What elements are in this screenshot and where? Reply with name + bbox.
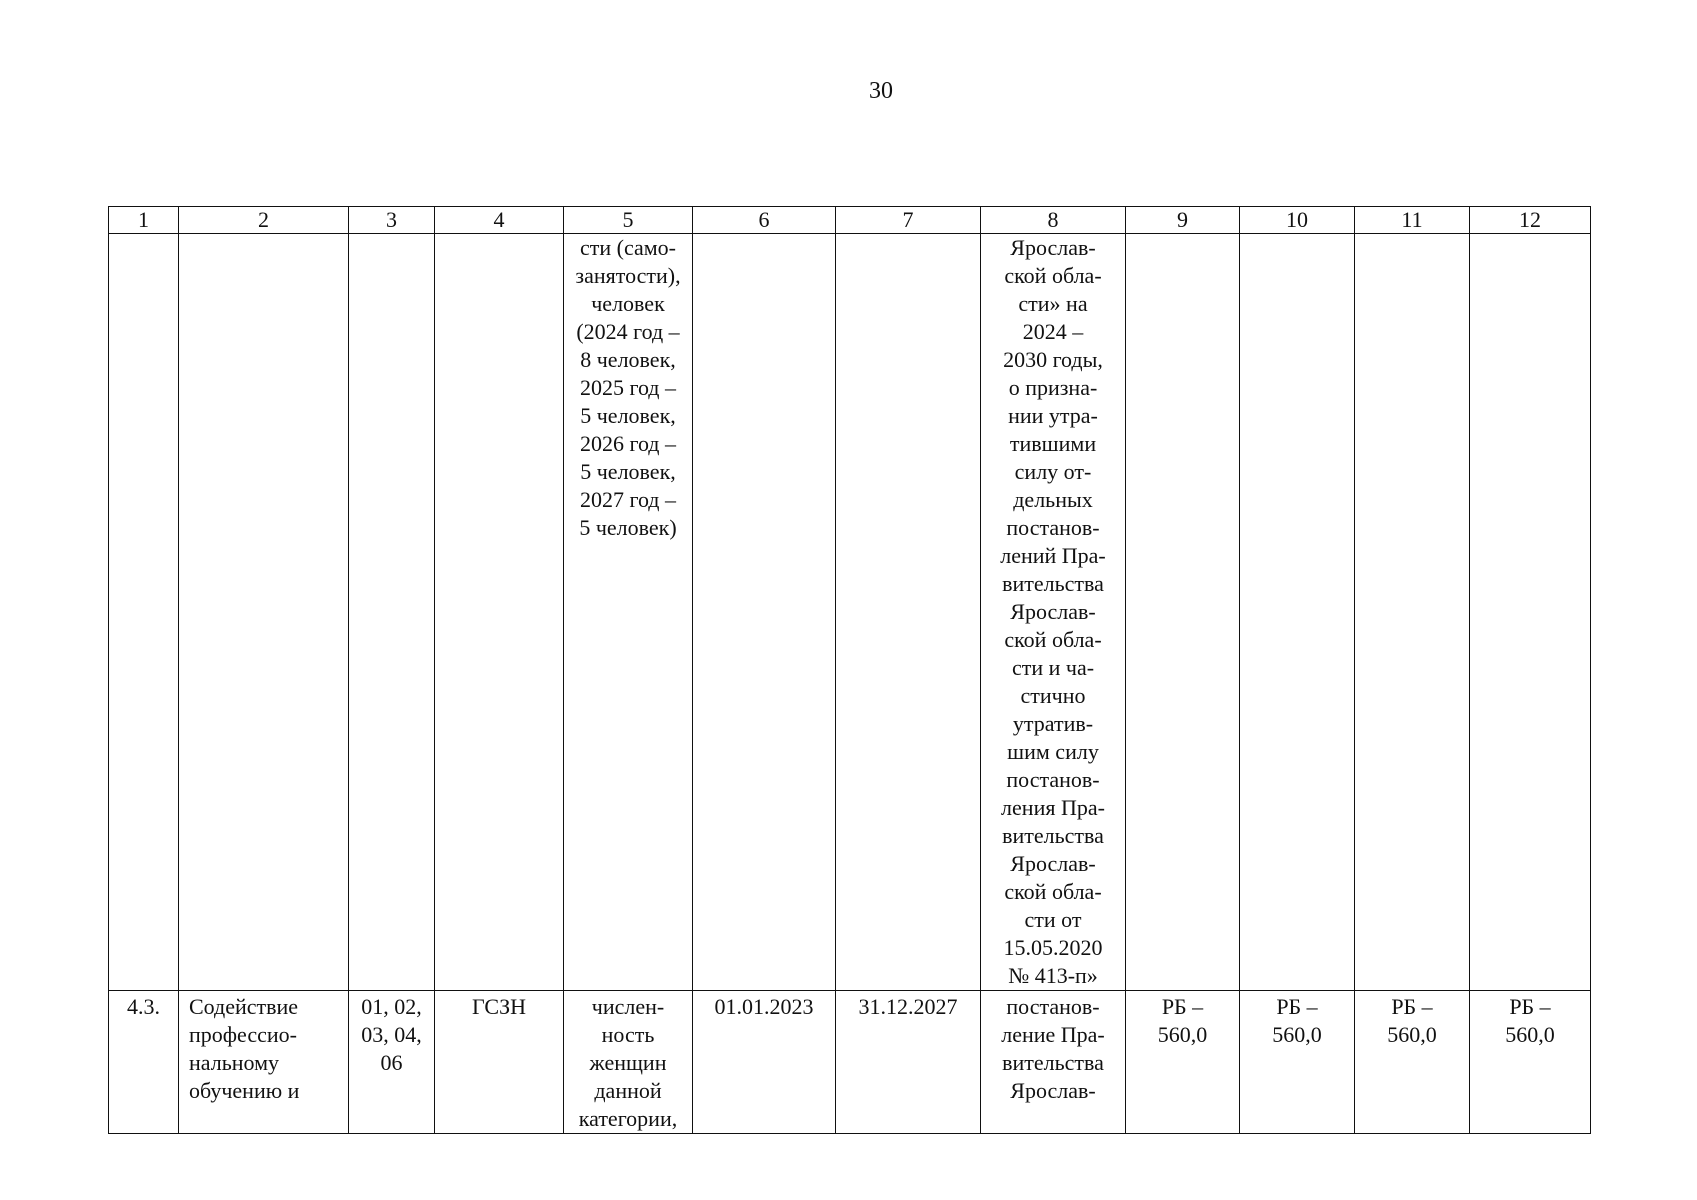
program-table (108, 206, 1591, 1134)
column-number: 6 (693, 207, 836, 234)
document-continuation: Ярослав- ской обла- сти» на 2024 – 2030 годы, о призна- нии утра- тившими силу от- дельных постанов- лений Пра- вительства Ярослав- ской обла- сти и ча- стично утратив- шим силу постанов- ления Пра- вительства Ярослав- ской обла- сти от 15.05.2020 № 413-п» (981, 234, 1126, 991)
column-number: 2 (179, 207, 349, 234)
table-cell (836, 234, 981, 991)
column-number: 3 (349, 207, 435, 234)
funding-col12: РБ – 560,0 (1470, 991, 1591, 1134)
column-number: 7 (836, 207, 981, 234)
page-number: 30 (869, 78, 893, 104)
column-number: 4 (435, 207, 564, 234)
table-row-4-3 (109, 991, 1591, 1134)
funding-col11: РБ – 560,0 (1355, 991, 1470, 1134)
column-number-row (109, 207, 1591, 234)
table-cell (179, 234, 349, 991)
column-number: 11 (1355, 207, 1470, 234)
table-cell (693, 234, 836, 991)
table-cell (1240, 234, 1355, 991)
end-date: 31.12.2027 (836, 991, 981, 1134)
table-cell (1126, 234, 1240, 991)
table-cell (109, 234, 179, 991)
funding-col10: РБ – 560,0 (1240, 991, 1355, 1134)
column-number: 10 (1240, 207, 1355, 234)
continuation-row (109, 234, 1591, 991)
funding-col9: РБ – 560,0 (1126, 991, 1240, 1134)
column-number: 12 (1470, 207, 1591, 234)
table-cell (1470, 234, 1591, 991)
task-codes: 01, 02, 03, 04, 06 (349, 991, 435, 1134)
start-date: 01.01.2023 (693, 991, 836, 1134)
column-number: 8 (981, 207, 1126, 234)
column-number: 9 (1126, 207, 1240, 234)
row-number: 4.3. (109, 991, 179, 1134)
column-number: 1 (109, 207, 179, 234)
indicator: числен- ность женщин данной категории, (564, 991, 693, 1134)
table-cell (1355, 234, 1470, 991)
executor: ГСЗН (435, 991, 564, 1134)
indicator-continuation: сти (само- занятости), человек (2024 год – 8 человек, 2025 год – 5 человек, 2026 год – 5 человек, 2027 год – 5 человек) (564, 234, 693, 991)
legal-document: постанов- ление Пра- вительства Ярослав- (981, 991, 1126, 1134)
table-cell (435, 234, 564, 991)
table-cell (349, 234, 435, 991)
measure-name: Содействие профессио- нальному обучению и (179, 991, 349, 1134)
column-number: 5 (564, 207, 693, 234)
